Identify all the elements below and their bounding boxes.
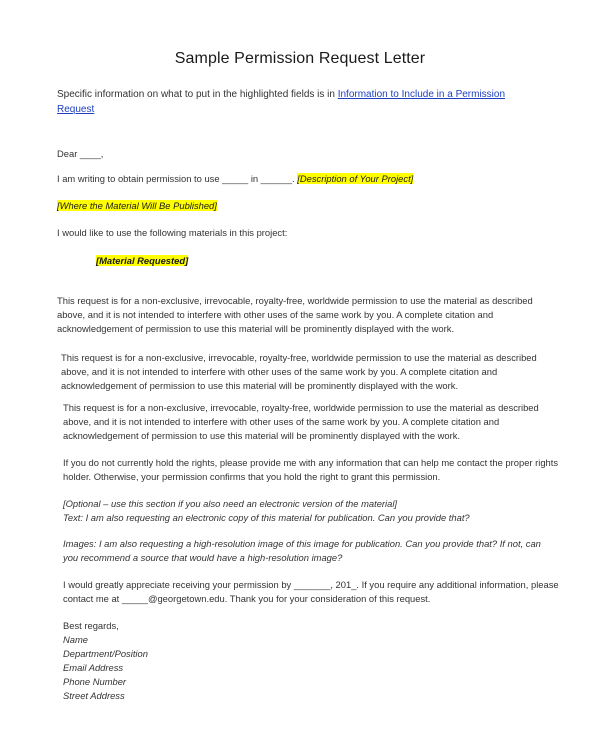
images-paragraph: Images: I am also requesting a high-resolution image of this image for publication. Can you provide that? If not, can you recommend a source that would have a high-resolution image?	[63, 538, 541, 563]
request-paragraph-2: This request is for a non-exclusive, irrevocable, royalty-free, worldwide permission to use the material as described above, and it is not intended to interfere with other uses of the same work by you. A complete citation and acknowledgement of permission to use this material will be prominently displayed with the work.	[61, 352, 537, 391]
signature-email: Email Address	[63, 662, 124, 673]
optional-section	[63, 497, 560, 525]
material-requested-line	[96, 254, 188, 268]
opening-line	[57, 172, 413, 186]
info-link[interactable]: Information to Include in a Permission Request	[57, 89, 506, 115]
intro-text: Specific information on what to put in the highlighted fields is in	[57, 89, 338, 100]
signature-street: Street Address	[63, 690, 125, 701]
signature-block	[63, 619, 148, 703]
intro-paragraph	[57, 88, 527, 117]
salutation: Dear ____,	[57, 148, 104, 159]
best-regards: Best regards,	[63, 620, 119, 631]
opening-text: I am writing to obtain permission to use _____ in ______.	[57, 173, 298, 184]
signature-name: Name	[63, 634, 89, 645]
optional-note: [Optional – use this section if you also need an electronic version of the material]	[63, 498, 398, 509]
request-paragraph-3: This request is for a non-exclusive, irrevocable, royalty-free, worldwide permission to use the material as described above, and it is not intended to interfere with other uses of the same work by you. A complete citation and acknowledgement of permission to use this material will be prominently displayed with the work.	[63, 402, 539, 441]
materials-intro: I would like to use the following materials in this project:	[57, 227, 288, 238]
where-published-field: [Where the Material Will Be Published]	[57, 200, 217, 211]
page-title: Sample Permission Request Letter	[174, 50, 426, 67]
signature-phone: Phone Number	[63, 676, 127, 687]
material-requested-field: [Material Requested]	[96, 255, 189, 266]
electronic-copy-request: Text: I am also requesting an electronic copy of this material for publication. Can you provide that?	[63, 512, 470, 523]
where-published-line	[57, 199, 217, 213]
rights-paragraph: If you do not currently hold the rights, please provide me with any information that can help me contact the proper rights holder. Otherwise, your permission confirms that you hold the right to grant this permission.	[63, 457, 559, 482]
project-description-field: [Description of Your Project]	[297, 173, 414, 184]
signature-department: Department/Position	[63, 648, 148, 659]
request-paragraph-1: This request is for a non-exclusive, irrevocable, royalty-free, worldwide permission to use the material as described above, and it is not intended to interfere with other uses of the same work by you. A complete citation and acknowledgement of permission to use this material will be prominently displayed with the work.	[57, 295, 533, 334]
closing-paragraph: I would greatly appreciate receiving your permission by _______, 201_. If you require any additional information, please contact me at _____@georgetown.edu. Thank you for your consideration of this request.	[63, 579, 559, 604]
